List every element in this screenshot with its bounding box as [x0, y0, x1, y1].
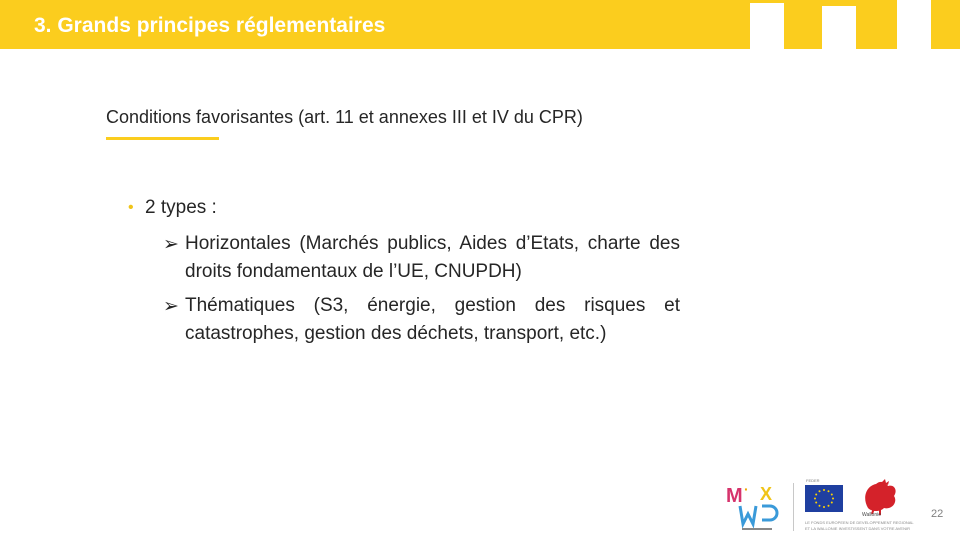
sub-item-horizontales: Horizontales (Marchés publics, Aides d’Etats, charte des droits fondamentaux de l’UE, CNUPDH) [185, 233, 680, 282]
bullet-icon: • [128, 199, 134, 216]
eu-label: FEDER [806, 478, 820, 483]
section-subtitle: Conditions favorisantes (art. 11 et annexes III et IV du CPR) [106, 107, 583, 127]
subtitle-underline [106, 137, 219, 140]
arrow-bullet-icon: ➢ [163, 296, 179, 317]
svg-text:M: M [726, 485, 743, 507]
deco-square [822, 6, 856, 49]
deco-square [897, 0, 931, 49]
eu-flag-icon [805, 485, 843, 512]
funding-text-line: ET LA WALLONIE INVESTISSENT DANS VOTRE AVENIR [805, 526, 910, 531]
funding-text-line: LE FONDS EUROPEEN DE DEVELOPPEMENT REGIONAL [805, 520, 914, 525]
svg-text:·: · [744, 481, 749, 497]
wallonie-label: Wallonie [862, 512, 881, 518]
wallonie-rooster-icon [858, 478, 902, 516]
sub-item-thematiques: Thématiques (S3, énergie, gestion des risques et catastrophes, gestion des déchets, transport, etc.) [185, 295, 680, 344]
arrow-bullet-icon: ➢ [163, 234, 179, 255]
mwx-logo [722, 478, 784, 534]
slide-title: 3. Grands principes réglementaires [34, 14, 386, 37]
bullet-text: 2 types : [145, 197, 217, 218]
deco-square [750, 3, 784, 49]
svg-text:X: X [760, 484, 773, 504]
page-number: 22 [931, 508, 944, 520]
logo-divider [793, 483, 794, 531]
